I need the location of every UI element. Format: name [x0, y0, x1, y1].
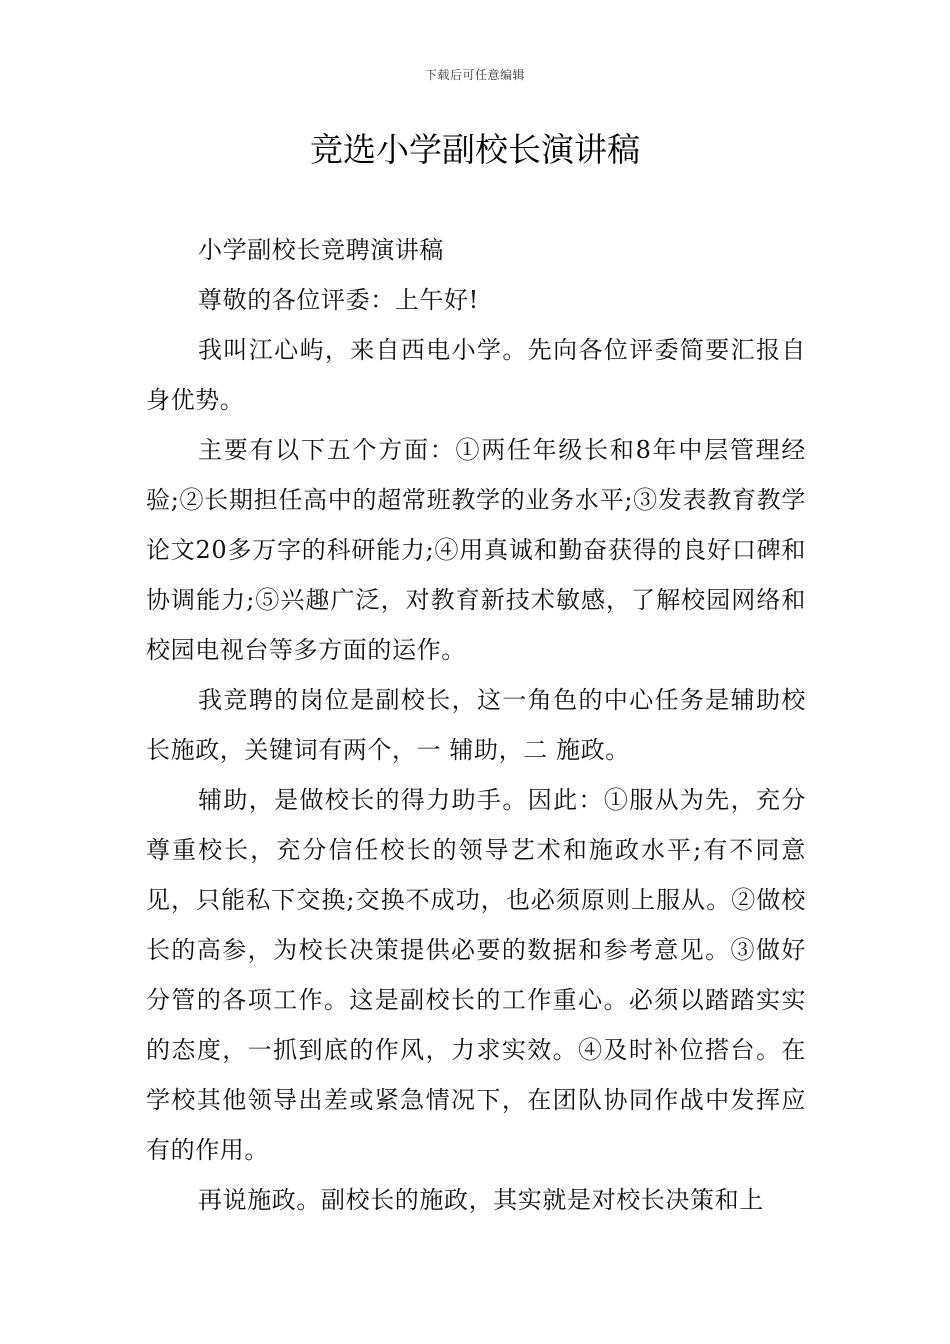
document-body: [146, 225, 806, 1225]
paragraph-introduction: 我叫江心屿，来自西电小学。先向各位评委简要汇报自身优势。: [146, 336, 806, 414]
paragraph-position: 我竞聘的岗位是副校长，这一角色的中心任务是辅助校长施政，关键词有两个，一 辅助，二 施政。: [146, 686, 806, 764]
paragraph-assist: 辅助，是做校长的得力助手。因此：①服从为先，充分尊重校长，充分信任校长的领导艺术和施政水平;有不同意见，只能私下交换;交换不成功，也必须原则上服从。②做校长的高参，为校长决策提供必要的数据和参考意见。③做好分管的各项工作。这是副校长的工作重心。必须以踏踏实实的态度，一抓到底的作风，力求实效。④及时补位搭台。在学校其他领导出差或紧急情况下，在团队协同作战中发挥应有的作用。: [146, 786, 806, 1164]
header-note: 下载后可任意编辑: [424, 68, 525, 82]
paragraph-subtitle: 小学副校长竞聘演讲稿: [198, 236, 444, 264]
paragraph-strengths: 主要有以下五个方面：①两任年级长和8年中层管理经验;②长期担任高中的超常班教学的业务水平;③发表教育教学论文20多万字的科研能力;④用真诚和勤奋获得的良好口碑和协调能力;⑤兴趣广泛，对教育新技术敏感，了解校园网络和校园电视台等多方面的运作。: [146, 436, 806, 664]
paragraph-governance: 再说施政。副校长的施政，其实就是对校长决策和上: [198, 1186, 764, 1214]
document-title: 竞选小学副校长演讲稿: [310, 130, 640, 169]
paragraph-greeting: 尊敬的各位评委：上午好!: [198, 286, 479, 314]
